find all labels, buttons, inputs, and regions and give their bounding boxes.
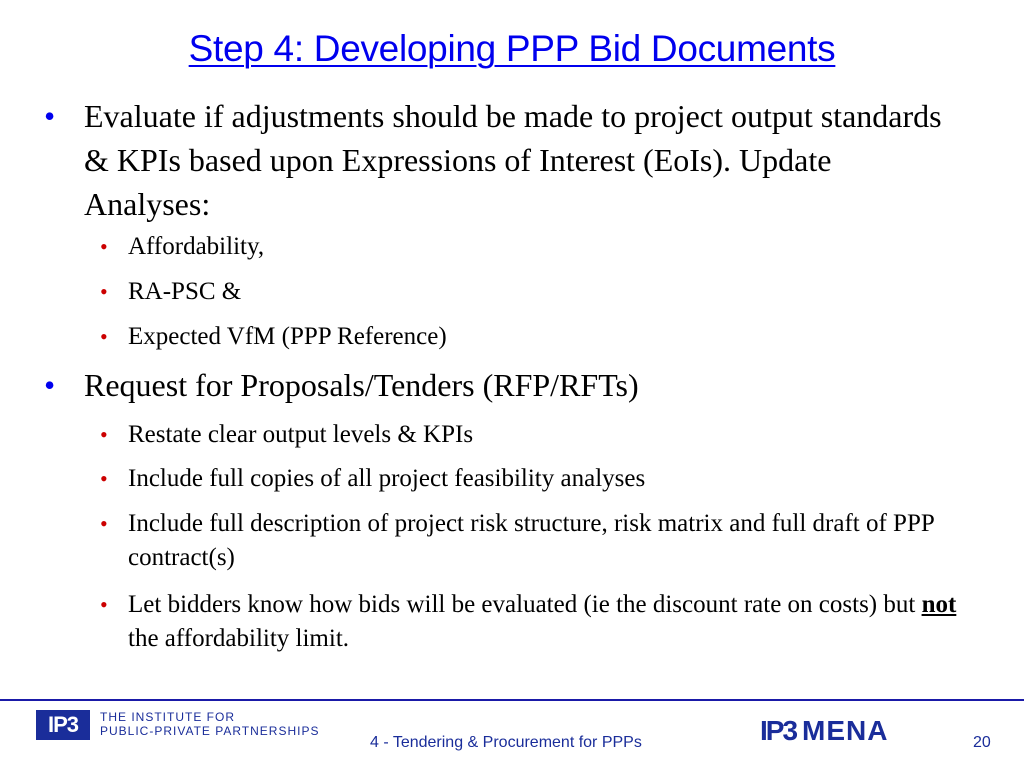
sub-bullet-text: RA-PSC & (128, 278, 242, 305)
sub-bullet-dot-icon: • (100, 592, 108, 617)
page-number: 20 (973, 734, 991, 751)
sub-bullet-dot-icon: • (100, 234, 108, 259)
sub-bullet-dot-icon: • (100, 279, 108, 304)
bullet-dot-icon: • (44, 367, 56, 403)
sub-bullet-text: Expected VfM (PPP Reference) (128, 323, 447, 350)
sub-bullet-text: Include full description of project risk structure, risk matrix and full draft of PPP contract(s) (128, 510, 934, 571)
ip3-mark: IP3 (36, 710, 90, 740)
emphasis-not: not (921, 591, 957, 618)
institute-line-2: PUBLIC-PRIVATE PARTNERSHIPS (100, 724, 320, 738)
sub-bullet-dot-icon: • (100, 324, 108, 349)
sub-bullet-dot-icon: • (100, 422, 108, 447)
sub-bullet-text-before: Let bidders know how bids will be evaluated (ie the discount rate on costs) but (128, 591, 922, 618)
ip3-mena-mark: IP3 (760, 715, 797, 746)
footer-section-title: 4 - Tendering & Procurement for PPPs (370, 734, 642, 751)
sub-bullet-text (128, 588, 968, 656)
bullet-dot-icon: • (44, 98, 56, 134)
bullet-text: Request for Proposals/Tenders (RFP/RFTs) (84, 367, 639, 403)
bullet-text: Evaluate if adjustments should be made to project output standards & KPIs based upon Expressions of Interest (EoIs). Update Analyses: (84, 98, 942, 222)
ip3-mena-logo (760, 716, 888, 746)
sub-bullet-dot-icon: • (100, 511, 108, 536)
slide-title: Step 4: Developing PPP Bid Documents (188, 28, 836, 69)
sub-bullet-dot-icon: • (100, 466, 108, 491)
institute-line-1: THE INSTITUTE FOR (100, 710, 235, 724)
ip3-institute-logo (36, 710, 336, 742)
sub-bullet-text: Restate clear output levels & KPIs (128, 421, 474, 448)
institute-name (100, 710, 320, 738)
sub-bullet-text: Include full copies of all project feasibility analyses (128, 465, 646, 492)
sub-bullet-text-after: the affordability limit. (128, 625, 350, 652)
sub-bullet-text: Affordability, (128, 233, 265, 260)
mena-text: MENA (802, 715, 889, 746)
footer-divider (0, 699, 1024, 701)
